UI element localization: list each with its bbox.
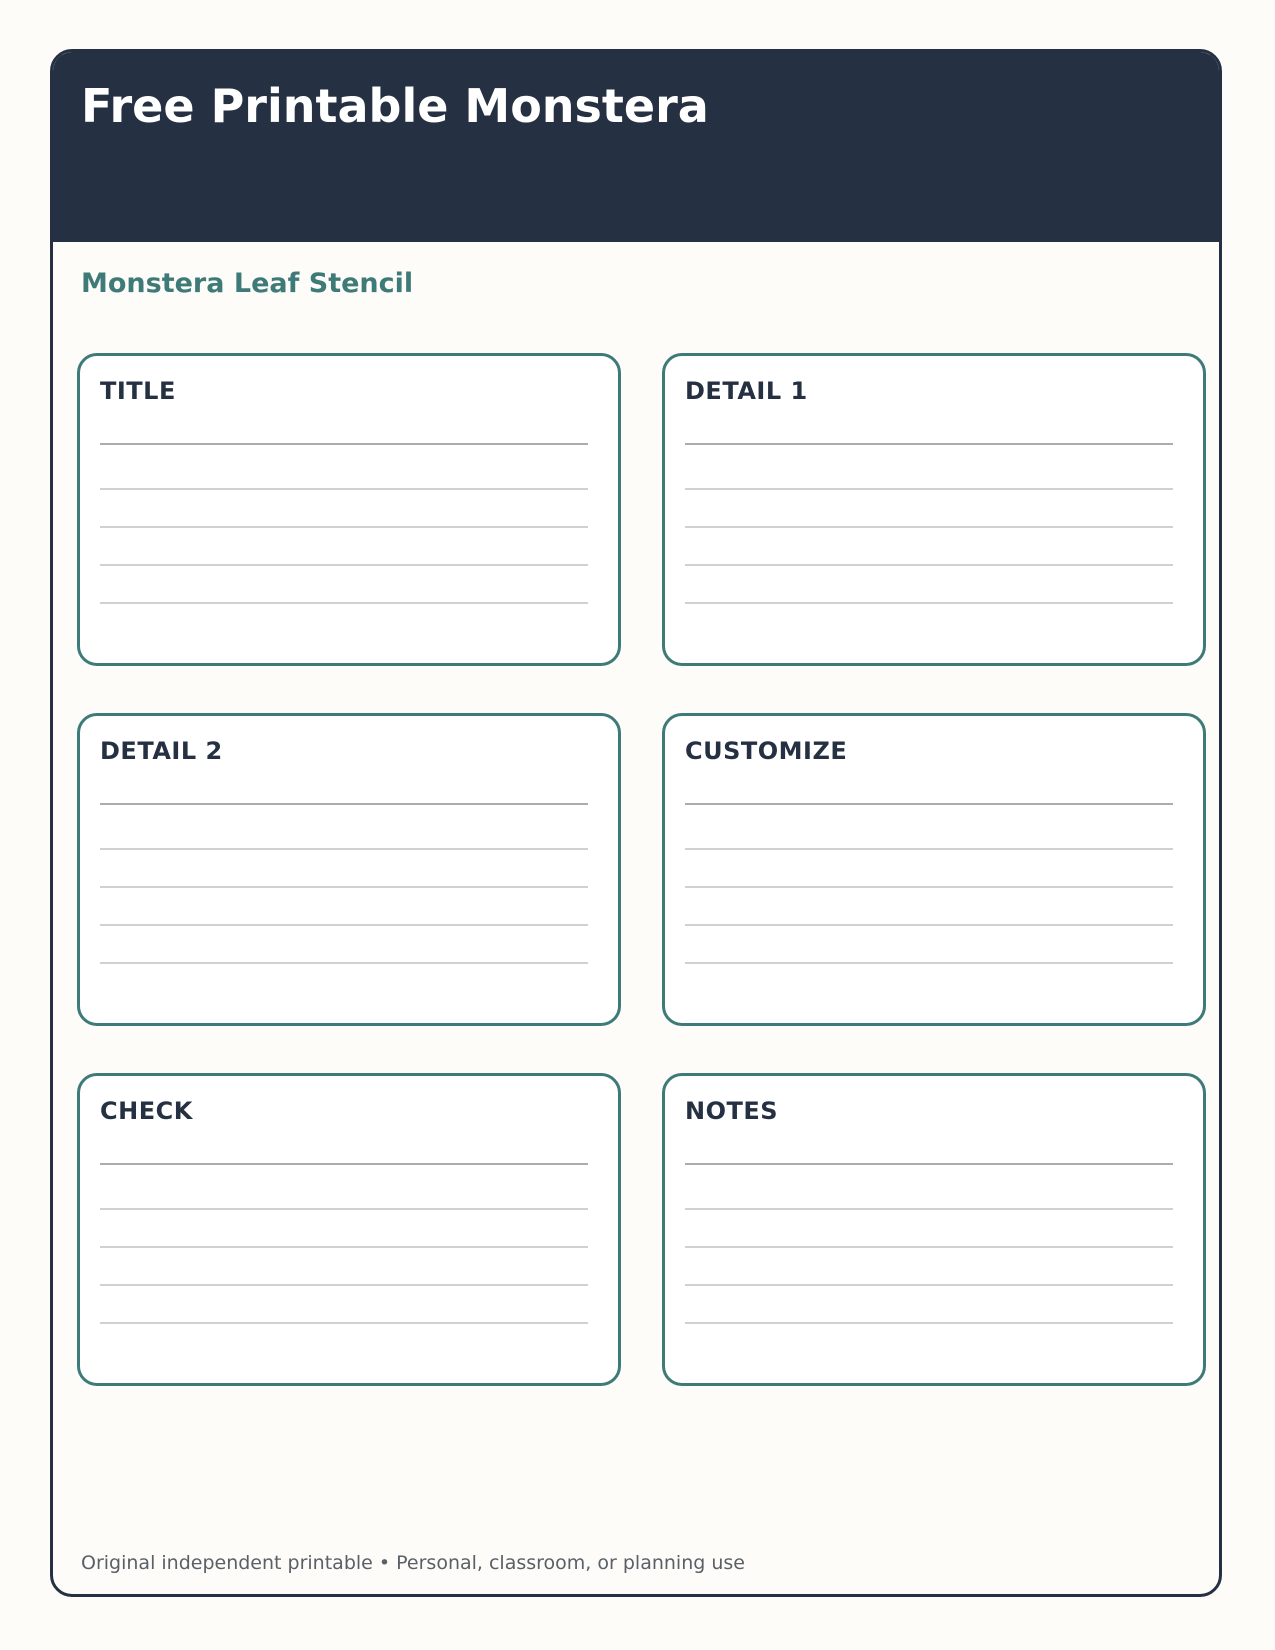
writing-line (100, 526, 588, 528)
footer-note: Original independent printable • Personal, classroom, or planning use (81, 1552, 745, 1574)
writing-line (685, 1163, 1173, 1165)
card-detail-2 (77, 713, 621, 1026)
writing-line (100, 1322, 588, 1324)
card-label: TITLE (100, 377, 176, 405)
page-title: Free Printable Monstera (81, 79, 709, 133)
card-notes (662, 1073, 1206, 1386)
writing-line (685, 803, 1173, 805)
writing-line (100, 886, 588, 888)
card-detail-1 (662, 353, 1206, 666)
header-banner (53, 52, 1219, 242)
writing-line (685, 1322, 1173, 1324)
writing-line (100, 564, 588, 566)
writing-line (100, 1208, 588, 1210)
writing-line (685, 848, 1173, 850)
card-label: DETAIL 2 (100, 737, 223, 765)
writing-line (100, 848, 588, 850)
writing-line (685, 564, 1173, 566)
card-label: DETAIL 1 (685, 377, 808, 405)
writing-line (685, 886, 1173, 888)
writing-line (100, 602, 588, 604)
writing-line (685, 526, 1173, 528)
card-check (77, 1073, 621, 1386)
writing-line (685, 1208, 1173, 1210)
writing-line (100, 488, 588, 490)
writing-line (685, 962, 1173, 964)
writing-line (685, 443, 1173, 445)
writing-line (100, 924, 588, 926)
writing-line (685, 924, 1173, 926)
writing-line (100, 1246, 588, 1248)
card-customize (662, 713, 1206, 1026)
card-label: NOTES (685, 1097, 779, 1125)
writing-line (685, 602, 1173, 604)
writing-line (100, 962, 588, 964)
writing-line (685, 488, 1173, 490)
card-title (77, 353, 621, 666)
writing-line (100, 1163, 588, 1165)
writing-line (100, 1284, 588, 1286)
writing-line (685, 1284, 1173, 1286)
writing-line (685, 1246, 1173, 1248)
printable-sheet (50, 49, 1222, 1597)
card-label: CUSTOMIZE (685, 737, 848, 765)
writing-line (100, 443, 588, 445)
writing-line (100, 803, 588, 805)
page-subtitle: Monstera Leaf Stencil (81, 268, 414, 299)
card-label: CHECK (100, 1097, 193, 1125)
